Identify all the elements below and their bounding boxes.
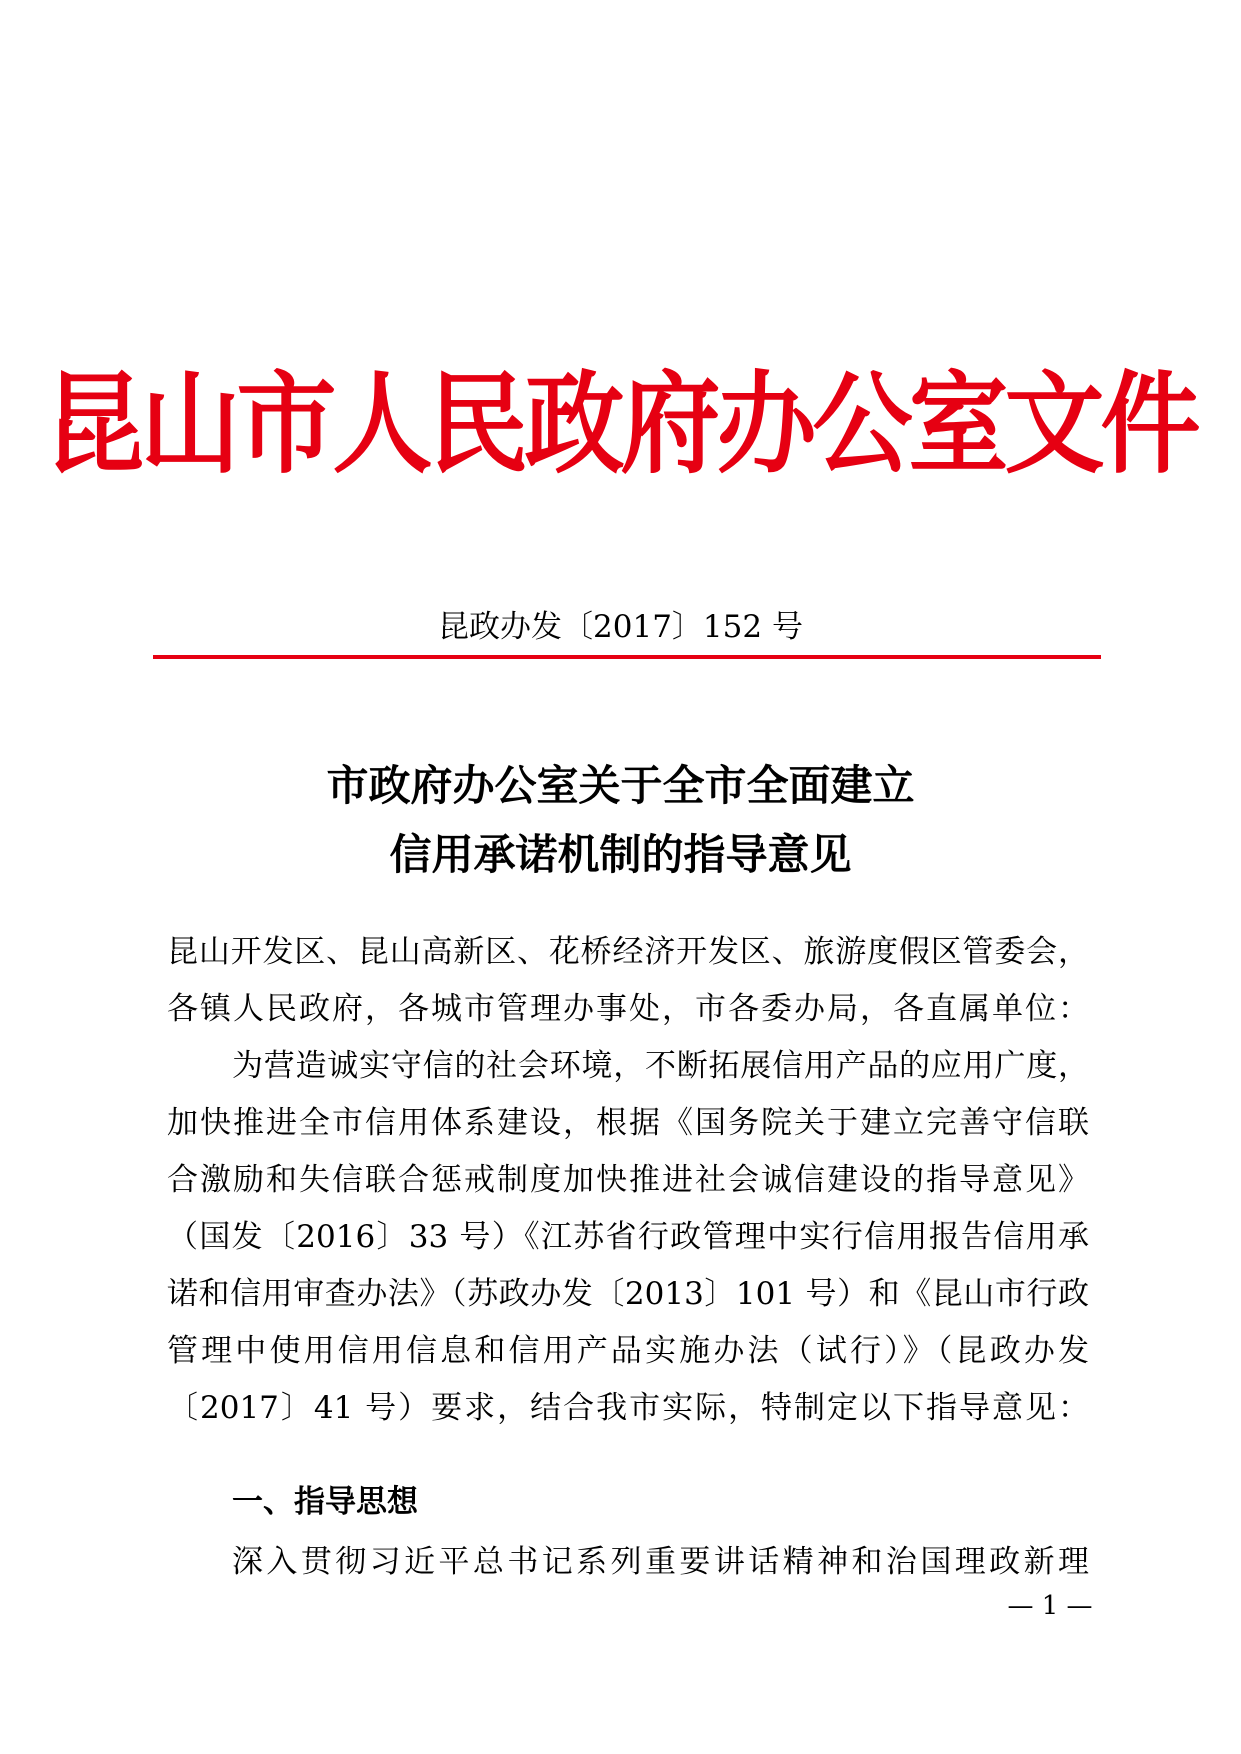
document-title-line-2: 信用承诺机制的指导意见	[389, 830, 852, 879]
addressee-line-1: 昆山开发区、昆山高新区、花桥经济开发区、旅游度假区管委会，	[167, 934, 1089, 970]
paragraph-line-2: 加快推进全市信用体系建设，根据《国务院关于建立完善守信联	[167, 1105, 1089, 1141]
addressee-line-2: 各镇人民政府，各城市管理办事处，市各委办局，各直属单位：	[167, 991, 1089, 1027]
document-number: 昆政办发〔2017〕152 号	[438, 609, 803, 645]
paragraph-line-6: 管理中使用信用信息和信用产品实施办法（试行）》（昆政办发	[167, 1333, 1089, 1369]
section-heading: 一、指导思想	[232, 1484, 418, 1520]
page-number: — 1 —	[1007, 1591, 1093, 1621]
red-separator-line	[153, 655, 1101, 659]
document-title-line-1: 市政府办公室关于全市全面建立	[326, 761, 915, 810]
paragraph-line-1: 为营造诚实守信的社会环境，不断拓展信用产品的应用广度，	[232, 1048, 1089, 1084]
paragraph-line-8: 深入贯彻习近平总书记系列重要讲话精神和治国理政新理	[232, 1544, 1089, 1580]
paragraph-line-5: 诺和信用审查办法》（苏政办发〔2013〕101 号）和《昆山市行政	[167, 1276, 1089, 1312]
masthead-title: 昆山市人民政府办公室文件	[44, 360, 1197, 489]
paragraph-line-4: （国发〔2016〕33 号）《江苏省行政管理中实行信用报告信用承	[167, 1219, 1089, 1255]
paragraph-line-3: 合激励和失信联合惩戒制度加快推进社会诚信建设的指导意见》	[167, 1162, 1089, 1198]
paragraph-line-7: 〔2017〕41 号）要求，结合我市实际，特制定以下指导意见：	[167, 1390, 1089, 1426]
